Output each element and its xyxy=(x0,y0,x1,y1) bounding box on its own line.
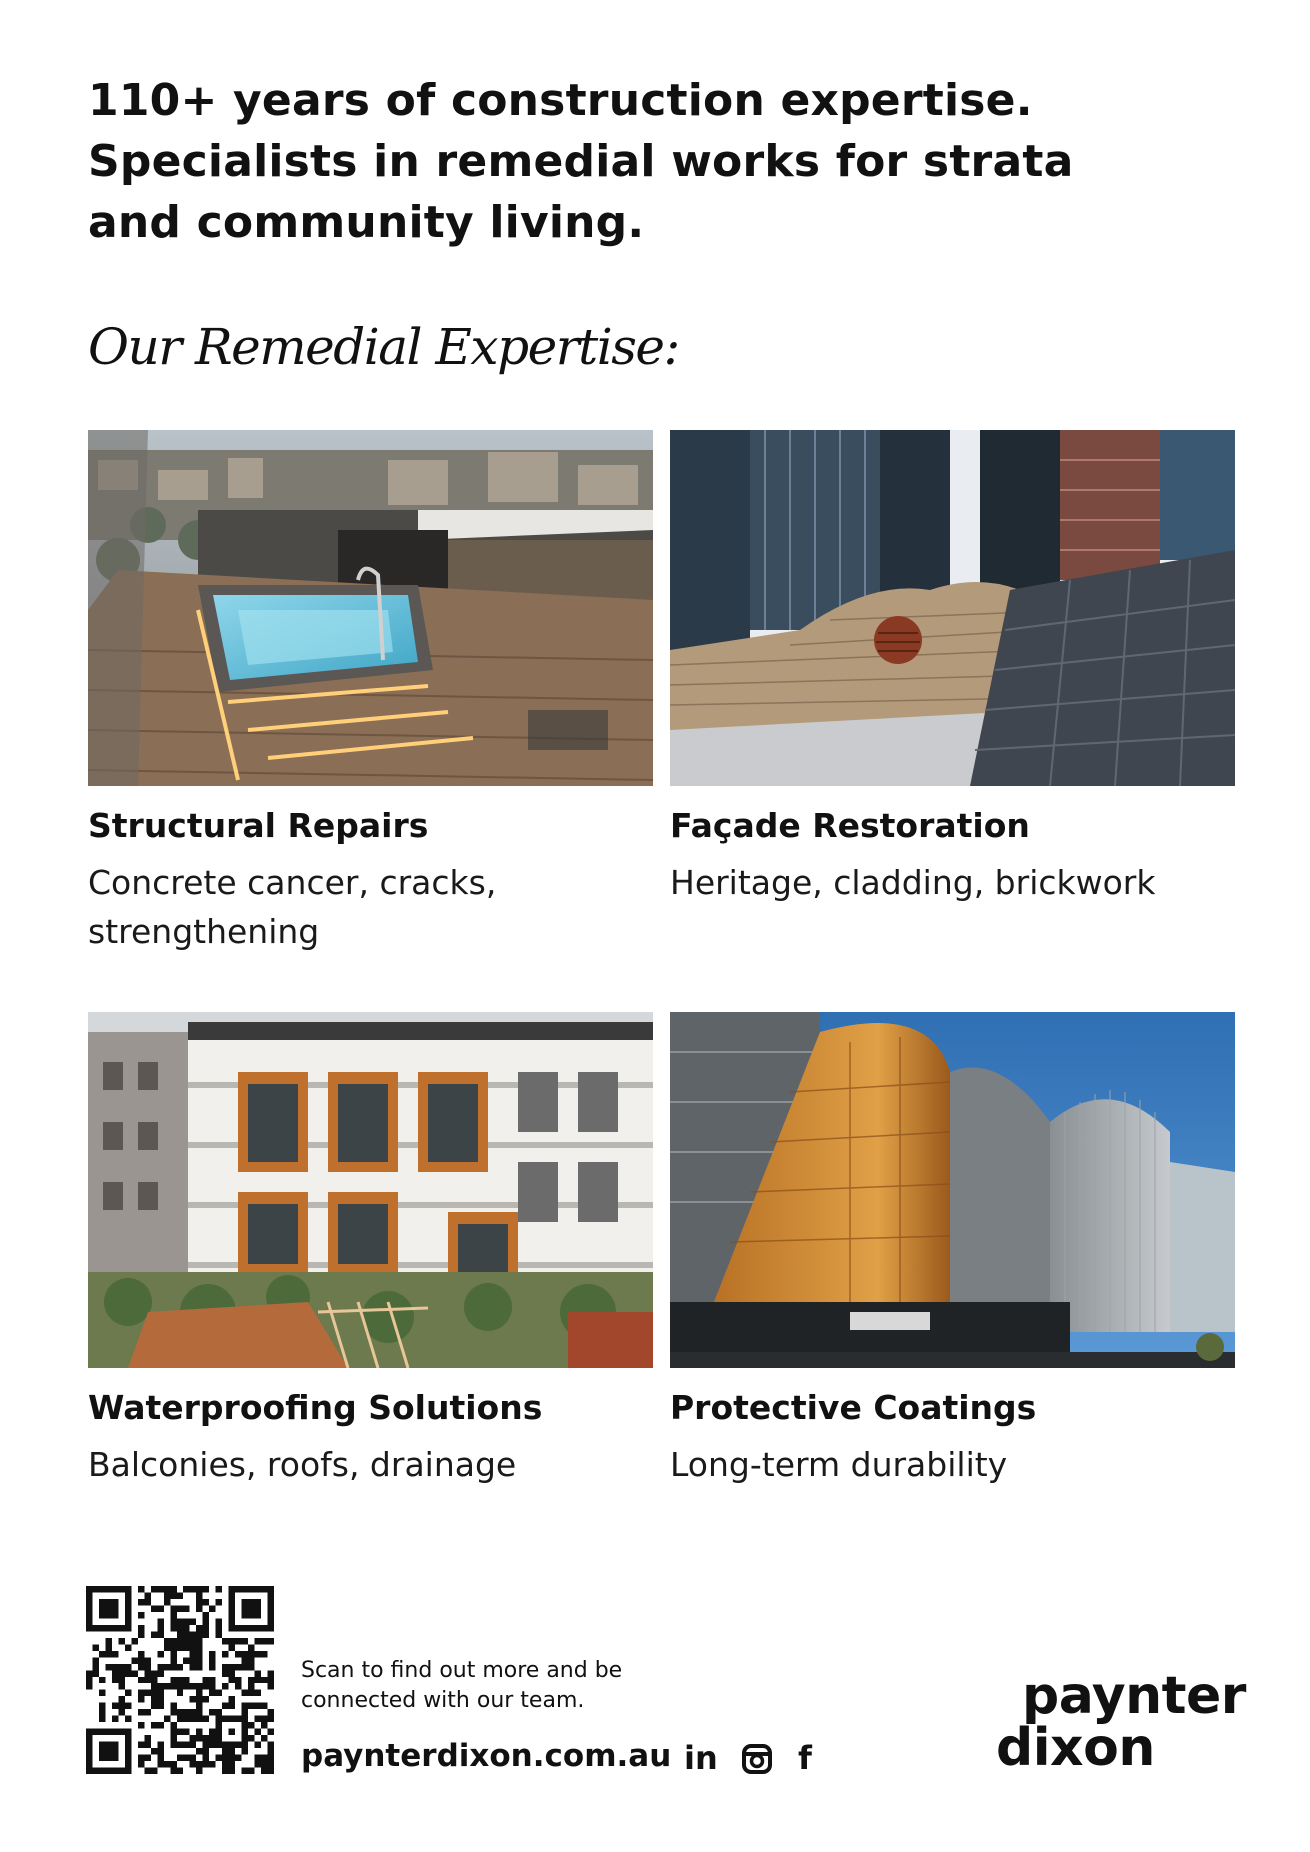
service-card-facade-restoration xyxy=(670,430,1235,907)
linkedin-icon[interactable]: in xyxy=(684,1739,718,1777)
service-card-protective-coatings xyxy=(670,1012,1235,1489)
instagram-icon[interactable] xyxy=(742,1744,772,1774)
service-description: Heritage, cladding, brickwork xyxy=(670,863,1156,902)
heritage-facade-photo xyxy=(670,430,1235,786)
logo-line-2: dixon xyxy=(996,1718,1155,1778)
service-title: Waterproofing Solutions xyxy=(88,1388,543,1427)
facebook-icon[interactable]: f xyxy=(798,1739,812,1777)
headline xyxy=(88,70,1074,253)
service-card-structural-repairs xyxy=(88,430,653,956)
curved-cladding-photo xyxy=(670,1012,1235,1368)
headline-line-2: Specialists in remedial works for strata xyxy=(88,136,1074,187)
service-title: Structural Repairs xyxy=(88,806,429,845)
rooftop-pool-photo xyxy=(88,430,653,786)
service-card-waterproofing-solutions xyxy=(88,1012,653,1489)
paynter-dixon-logo xyxy=(992,1668,1252,1788)
logo-line-1: paynter xyxy=(1022,1666,1246,1726)
headline-line-3: and community living. xyxy=(88,197,645,248)
service-title: Protective Coatings xyxy=(670,1388,1037,1427)
headline-line-1: 110+ years of construction expertise. xyxy=(88,75,1033,126)
service-description: Long-term durability xyxy=(670,1445,1008,1484)
service-title: Façade Restoration xyxy=(670,806,1030,845)
website-link[interactable]: paynterdixon.com.au xyxy=(301,1738,672,1774)
section-title: Our Remedial Expertise: xyxy=(88,318,679,376)
service-description: Balconies, roofs, drainage xyxy=(88,1445,517,1484)
qr-code[interactable] xyxy=(86,1586,274,1774)
scan-prompt: Scan to find out more and be connected with our team. xyxy=(301,1658,623,1713)
apartment-complex-photo xyxy=(88,1012,653,1368)
service-description: Concrete cancer, cracks, strengthening xyxy=(88,863,497,951)
